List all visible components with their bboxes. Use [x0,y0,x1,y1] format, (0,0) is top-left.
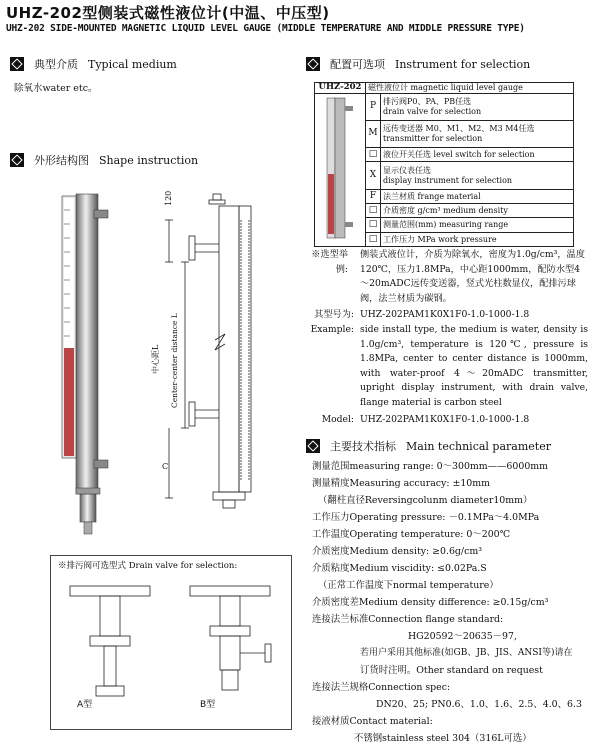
tech-line: 测量精度Measuring accuracy: ±10mm [312,478,491,489]
tech-line: 介质密度Medium density: ≥0.6g/cm³ [312,546,482,557]
drain-type-a: A型 [77,700,93,710]
options-code: X [366,162,381,189]
options-code: □ [366,218,381,232]
drain-valve-drawing [60,578,280,708]
example-model-label-en: Model: [321,414,354,425]
technical-heading-zh: 主要技术指标 [330,440,396,453]
typical-medium-heading [10,56,177,72]
tech-line: 若用户采用其他标准(如GB、JB、JIS、ANSI等)请在 [360,648,573,658]
section-marker-icon [10,57,24,71]
shape-heading-zh: 外形结构图 [34,154,89,167]
page-title: UHZ-202型侧装式磁性液位计(中温、中压型) [6,4,330,22]
options-model: UHZ-202 [315,83,366,94]
dim-top-label: 120 [164,190,173,206]
tech-line: 连接法兰规格Connection spec: [312,682,451,693]
example-text-zh: 侧装式液位计，介质为除氧水，密度为1.0g/cm³，温度120℃，压力1.8MPa，中心距1000mm，配防水型4～20mADC远传变送器，竖式光柱数显仪，配排污球阀，法兰材质为碳钢。 [360,249,585,304]
dim-bottom-label: C [162,462,169,471]
dim-center-label: 中心距L [151,344,160,374]
options-code: □ [366,203,381,217]
options-gauge-figure [315,94,365,244]
tech-line: 连接法兰标准Connection flange standard: [312,614,504,625]
dim-center-label-en: Center-center distance L [170,313,179,408]
example-model-en: UHZ-202PAM1K0X1F0-1.0-1000-1.8 [360,414,530,425]
options-table [314,82,574,247]
tech-line: （翻柱直径Reversingcolunm diameter10mm） [318,495,533,506]
tech-line: 工作温度Operating temperature: 0～200℃ [312,529,511,540]
example-model-label-zh: 其型号为: [314,309,354,320]
tech-line: DN20、25; PN0.6、1.0、1.6、2.5、4.0、6.3 [376,699,582,710]
example-label-en: Example: [310,324,354,335]
options-heading [306,56,530,72]
options-header-desc: 磁性液位计 magnetic liquid level gauge [366,83,574,94]
tech-line: 工作压力Operating pressure: －0.1MPa～4.0MPa [312,512,540,523]
drain-type-b: B型 [200,700,216,710]
options-desc: 工作压力 MPa work pressure [381,232,574,246]
page-subtitle: UHZ-202 SIDE-MOUNTED MAGNETIC LIQUID LEVEL GAUGE (MIDDLE TEMPERATURE AND MIDDLE PRESSURE TYPE) [6,23,525,34]
options-gauge-image [315,93,366,247]
example-label-zh: ※选型举例: [311,249,348,275]
tech-line: 接液材质Contact material: [312,716,433,727]
options-row [315,93,574,120]
typical-medium-heading-en: Typical medium [88,57,177,71]
options-desc: 排污阀P0、PA、PB任选 drain valve for selection [381,93,574,120]
gauge-photo [40,190,120,540]
options-heading-en: Instrument for selection [395,57,531,71]
options-desc: 法兰材质 frange material [381,189,574,203]
options-code: M [366,120,381,147]
typical-medium-heading-zh: 典型介质 [34,58,78,71]
tech-line: （正常工作温度下normal temperature） [318,580,499,591]
tech-line: 测量范围measuring range: 0～300mm——6000mm [312,461,549,472]
technical-heading [306,438,551,454]
example-model-zh: UHZ-202PAM1K0X1F0-1.0-1000-1.8 [360,309,530,320]
options-heading-zh: 配置可选项 [330,58,385,71]
section-marker-icon [306,57,320,71]
options-desc: 介质密度 g/cm³ medium density [381,203,574,217]
tech-line: HG20592～20635－97, [408,631,517,642]
options-desc: 显示仪表任选 display instrument for selection [381,162,574,189]
section-marker-icon [306,439,320,453]
tech-line: 介质粘度Medium viscidity: ≤0.02Pa.S [312,563,487,574]
shape-heading [10,152,198,168]
tech-line: 订货时注明。Other standard on request [360,665,543,676]
technical-list [312,458,582,747]
shape-heading-en: Shape instruction [99,153,199,167]
options-table-header [315,83,574,94]
technical-heading-en: Main technical parameter [406,439,551,453]
options-code: F [366,189,381,203]
options-code: □ [366,232,381,246]
tech-line: 介质密度差Medium density difference: ≥0.15g/cm³ [312,597,549,608]
example-text-en: side install type, the medium is water, density is 1.0g/cm³, temperature is 120℃, pressure is 1.8MPa, center to center distance is 1000mm, with water-proof 4～20mADC transmitter, upright display instrument, with drain valve, flange material is carbon steel [360,324,588,408]
options-desc: 液位开关任选 level switch for selection [381,148,574,162]
options-code: □ [366,148,381,162]
options-desc: 测量范围(mm) measuring range [381,218,574,232]
options-desc: 远传变送器 M0、M1、M2、M3 M4任选 transmitter for selection [381,120,574,147]
drain-caption: ※排污阀可选型式 Drain valve for selection: [58,561,238,571]
options-code: P [366,93,381,120]
section-marker-icon [10,153,24,167]
tech-line: 不锈钢stainless steel 304（316L可选） [354,733,532,744]
typical-medium-text: 除氧水water etc。 [14,83,98,94]
